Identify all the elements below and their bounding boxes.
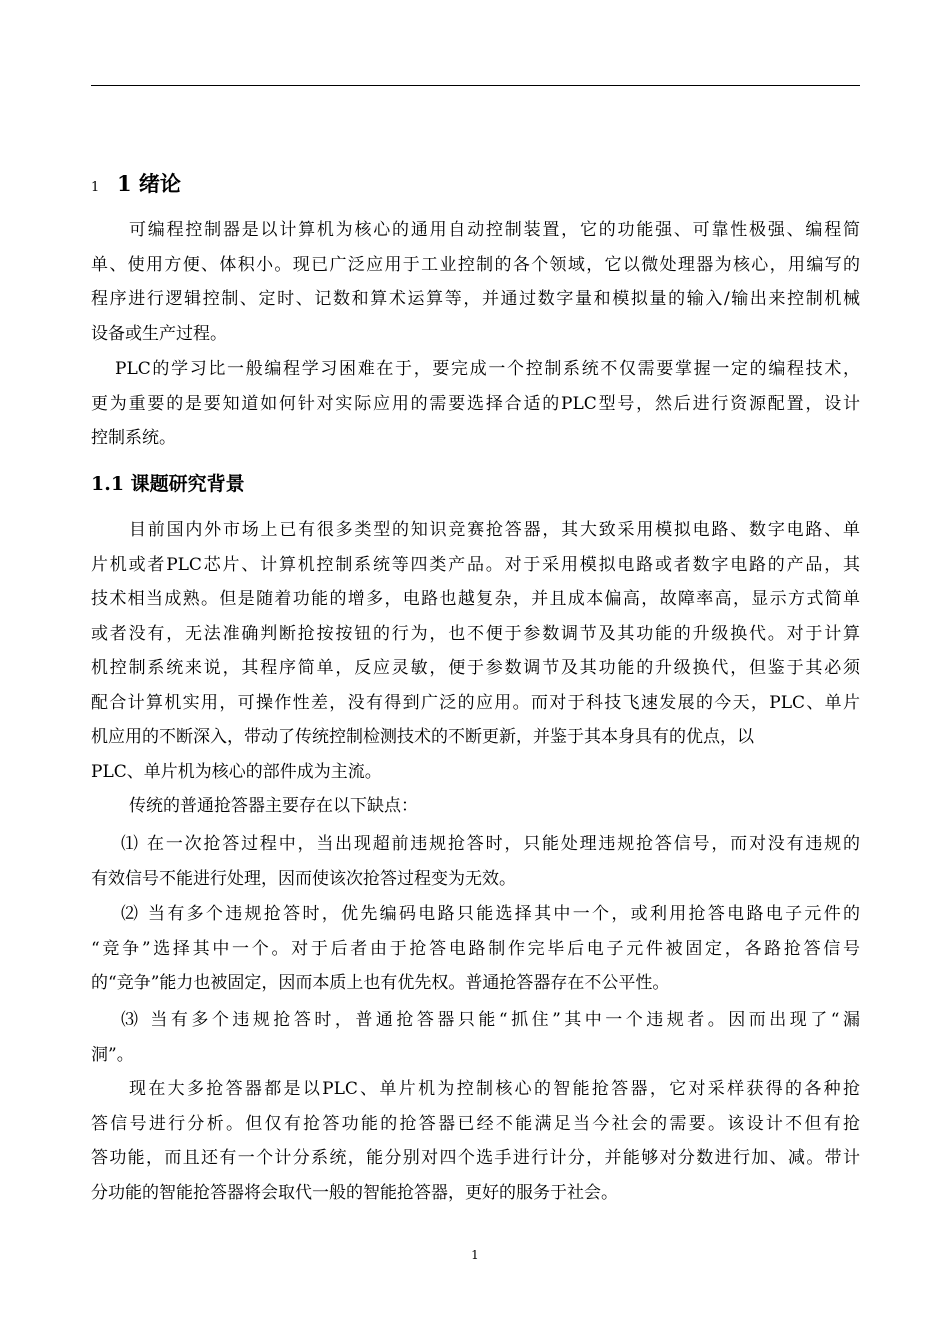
text-line: 配合计算机实用，可操作性差，没有得到广泛的应用。而对于科技飞速发展的今天，PLC、单片 bbox=[91, 692, 860, 713]
text-line: 洞”。 bbox=[91, 1044, 134, 1065]
heading-outline-number: 1 bbox=[91, 180, 100, 195]
plc-paragraph bbox=[91, 352, 860, 456]
shortcomings-intro bbox=[91, 789, 860, 824]
header-rule bbox=[91, 85, 860, 86]
list-item-3 bbox=[91, 1003, 860, 1072]
text-line: 的“竞争”能力也被固定，因而本质上也有优先权。普通抢答器存在不公平性。 bbox=[91, 973, 670, 993]
text-line: 单、使用方便、体积小。现已广泛应用于工业控制的各个领域，它以微处理器为核心，用编写的 bbox=[91, 254, 860, 275]
text-line: 传统的普通抢答器主要存在以下缺点： bbox=[129, 796, 418, 816]
text-line: 机应用的不断深入，带动了传统控制检测技术的不断更新，并鉴于其本身具有的优点，以 bbox=[91, 727, 754, 747]
text-line: 片机或者PLC芯片、计算机控制系统等四类产品。对于采用模拟电路或者数字电路的产品，其 bbox=[91, 554, 860, 575]
text-line: 设备或生产过程。 bbox=[91, 323, 227, 344]
conclusion-paragraph bbox=[91, 1072, 860, 1210]
list-item-1 bbox=[91, 827, 860, 896]
text-line: 程序进行逻辑控制、定时、记数和算术运算等，并通过数字量和模拟量的输入/输出来控制机械 bbox=[91, 289, 860, 309]
chapter-heading bbox=[91, 168, 181, 204]
text-line: ⑴ 在一次抢答过程中，当出现超前违规抢答时，只能处理违规抢答信号，而对没有违规的 bbox=[121, 834, 860, 854]
intro-paragraph bbox=[91, 213, 860, 351]
text-line: 机控制系统来说，其程序简单，反应灵敏，便于参数调节及其功能的升级换代，但鉴于其必须 bbox=[91, 658, 860, 678]
text-line: 控制系统。 bbox=[91, 428, 176, 448]
text-line: 更为重要的是要知道如何针对实际应用的需要选择合适的PLC型号，然后进行资源配置，设计 bbox=[91, 393, 860, 414]
text-line: 答信号进行分析。但仅有抢答功能的抢答器已经不能满足当今社会的需要。该设计不但有抢 bbox=[91, 1113, 860, 1134]
text-line: “竞争”选择其中一个。对于后者由于抢答电路制作完毕后电子元件被固定，各路抢答信号 bbox=[91, 938, 860, 959]
text-line: PLC的学习比一般编程学习困难在于，要完成一个控制系统不仅需要掌握一定的编程技术， bbox=[115, 359, 860, 379]
list-item-2 bbox=[91, 897, 860, 1001]
section-heading: 1.1 课题研究背景 bbox=[91, 473, 245, 495]
text-line: 分功能的智能抢答器将会取代一般的智能抢答器，更好的服务于社会。 bbox=[91, 1182, 618, 1203]
text-line: ⑶ 当有多个违规抢答时，普通抢答器只能“抓住”其中一个违规者。因而出现了“漏 bbox=[121, 1010, 860, 1030]
text-line: 现在大多抢答器都是以PLC、单片机为控制核心的智能抢答器，它对采样获得的各种抢 bbox=[129, 1079, 860, 1099]
text-line: 答功能，而且还有一个计分系统，能分别对四个选手进行计分，并能够对分数进行加、减。带计 bbox=[91, 1148, 860, 1168]
chapter-title: 1 绪论 bbox=[117, 171, 181, 196]
text-line: ⑵ 当有多个违规抢答时，优先编码电路只能选择其中一个，或利用抢答电路电子元件的 bbox=[121, 904, 860, 924]
text-line: 可编程控制器是以计算机为核心的通用自动控制装置，它的功能强、可靠性极强、编程简 bbox=[129, 220, 860, 240]
text-line: 目前国内外市场上已有很多类型的知识竞赛抢答器，其大致采用模拟电路、数字电路、单 bbox=[129, 520, 860, 540]
page-number: 1 bbox=[471, 1248, 479, 1262]
text-line: 技术相当成熟。但是随着功能的增多，电路也越复杂，并且成本偏高，故障率高，显示方式简单 bbox=[91, 589, 860, 609]
text-line: PLC、单片机为核心的部件成为主流。 bbox=[91, 761, 382, 782]
text-line: 有效信号不能进行处理，因而使该次抢答过程变为无效。 bbox=[91, 868, 516, 889]
text-line: 或者没有，无法准确判断抢按按钮的行为，也不便于参数调节及其功能的升级换代。对于计算 bbox=[91, 623, 860, 644]
background-paragraph bbox=[91, 513, 860, 789]
